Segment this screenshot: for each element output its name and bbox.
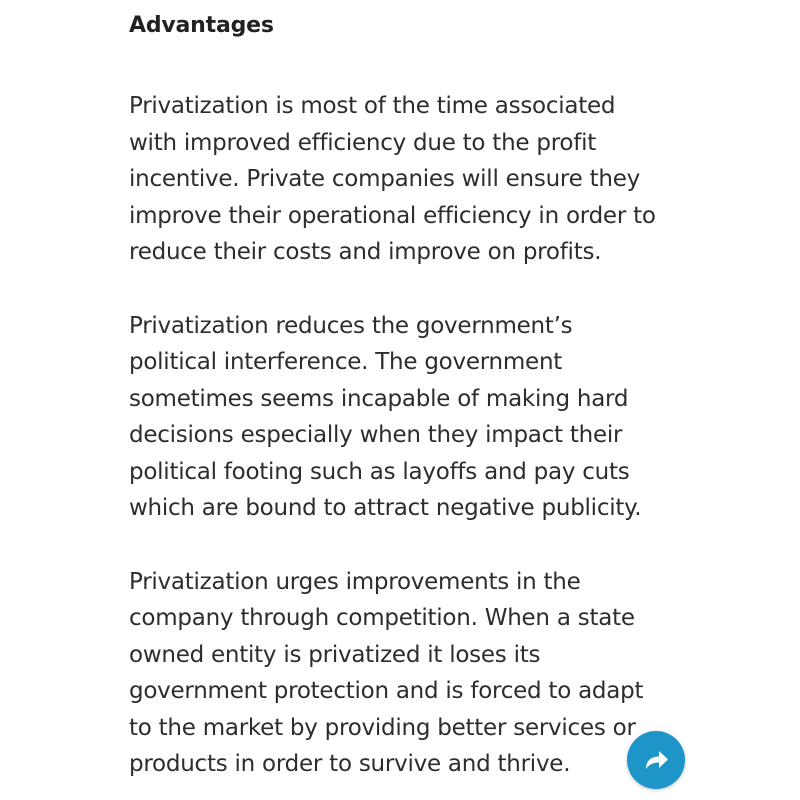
- paragraph-line: with improved efficiency due to the profit: [129, 129, 596, 156]
- paragraph-line: reduce their costs and improve on profits.: [129, 239, 602, 265]
- paragraph-line: owned entity is privatized it loses its: [129, 641, 541, 668]
- section-heading: Advantages: [129, 13, 274, 38]
- paragraph-line: Privatization reduces the government’s: [129, 312, 573, 339]
- paragraph-line: incentive. Private companies will ensure they: [129, 166, 640, 192]
- paragraph-political-interference: [129, 308, 729, 527]
- share-button[interactable]: [627, 731, 685, 789]
- share-arrow-icon: [642, 748, 670, 772]
- paragraph-efficiency: [129, 88, 729, 271]
- paragraph-line: products in order to survive and thrive.: [129, 751, 571, 777]
- paragraph-line: company through competition. When a state: [129, 605, 635, 631]
- paragraph-line: Privatization urges improvements in the: [129, 568, 581, 595]
- article-body: [129, 8, 729, 783]
- paragraph-line: to the market by providing better services or: [129, 714, 636, 741]
- paragraph-line: which are bound to attract negative publicity.: [129, 495, 642, 521]
- paragraph-line: political interference. The government: [129, 349, 563, 375]
- paragraph-line: sometimes seems incapable of making hard: [129, 385, 629, 412]
- paragraph-line: decisions especially when they impact their: [129, 422, 623, 448]
- paragraph-line: political footing such as layoffs and pay cuts: [129, 458, 630, 485]
- paragraph-line: government protection and is forced to adapt: [129, 678, 644, 704]
- paragraph-line: improve their operational efficiency in order to: [129, 202, 656, 229]
- paragraph-line: Privatization is most of the time associated: [129, 93, 616, 119]
